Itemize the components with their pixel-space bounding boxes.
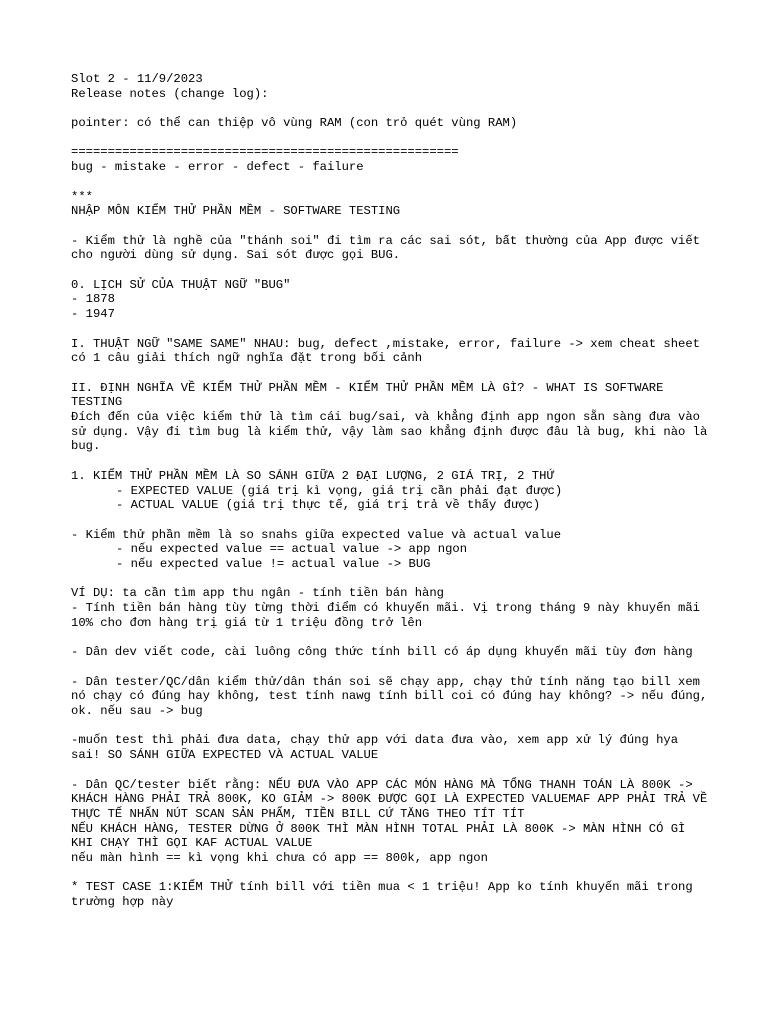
pointer-line: pointer: có thể can thiệp vô vùng RAM (con trỏ quét vùng RAM) [71,116,518,131]
test-case-1-paragraph: * TEST CASE 1:KIỂM THỬ tính bill với tiền mua < 1 triệu! App ko tính khuyến mãi trong trường hợp này [71,880,700,910]
section-2-heading: II. ĐỊNH NGHĨA VỀ KIỂM THỬ PHẦN MỀM - KIỂM THỬ PHẦN MỀM LÀ GÌ? - WHAT IS SOFTWARE TESTING [71,380,671,410]
intro-paragraph: - Kiểm thử là nghề của "thánh soi" đi tìm ra các sai sót, bất thường của App được viết cho người dùng sử dụng. Sai sót được gọi BUG. [71,233,708,263]
section-2-body: Đích đến của việc kiểm thử là tìm cái bug/sai, và khẳng định app ngon sẵn sàng đưa vào sử dụng. Vậy đi tìm bug là kiểm thử, vậy làm sao khẳng định được đâu là bug, khi nào là bug. [71,410,715,454]
qc-paragraph-line: THỰC TẾ NHẤN NÚT SCAN SẢN PHẨM, TIỀN BILL CỨ TĂNG THEO TÍT TÍT [71,806,525,821]
dev-paragraph: - Dân dev viết code, cài luông công thức tính bill có áp dụng khuyến mãi tùy đơn hàng [71,645,693,660]
history-item: - 1947 [71,307,115,322]
example-body: - Tính tiền bán hàng tùy từng thời điểm có khuyến mãi. Vị trong tháng 9 này khuyến mãi 10% cho đơn hàng trị giá từ 1 triệu đồng trở lên [71,601,708,630]
qc-paragraph-line: nếu màn hình == kì vọng khi chưa có app == 800k, app ngon [71,851,488,866]
stars-line: *** [71,189,93,204]
section-1-paragraph: I. THUẬT NGỮ "SAME SAME" NHAU: bug, defect ,mistake, error, failure -> xem cheat sheet có 1 câu giải thích ngữ nghĩa đặt trong bối cảnh [71,336,708,366]
history-heading: 0. LỊCH SỬ CỦA THUẬT NGỮ "BUG" [71,277,291,292]
tester-paragraph: - Dân tester/QC/dân kiểm thử/dân thán soi sẽ chạy app, chạy thử tính năng tạo bill xem nó chạy có đúng hay không, test tính nawg tính bill coi có đúng hay không? -> nếu đúng, ok. nếu sau -> bug [71,674,715,719]
slot-line: Slot 2 - 11/9/2023 [71,72,203,86]
qc-paragraph-line: - Dân QC/tester biết rằng: NẾU ĐƯA VÀO APP CÁC MÓN HÀNG MÀ TỔNG THANH TOÁN LÀ 800K -> KHÁCH HÀNG PHẢI TRẢ 800K, KO GIẢM -> 800K ĐƯỢC GỌI LÀ EXPECTED VALUEMAF APP PHẢI TRẢ VỀ [71,777,708,807]
divider-line: ===================================================== [71,145,459,160]
release-notes-line: Release notes (change log): [71,86,269,101]
qc-paragraph-line: NẾU KHÁCH HÀNG, TESTER DỪNG Ở 800K THÌ MÀN HÌNH TOTAL PHẢI LÀ 800K -> MÀN HÌNH CÓ GÌ KHI CHẠY THÌ GỌI KAF ACTUAL VALUE [71,821,693,851]
compare-rule-pass: - nếu expected value == actual value -> app ngon [116,542,468,557]
expected-value-item: - EXPECTED VALUE (giá trị kì vọng, giá trị cần phải đạt được) [116,483,563,498]
data-test-paragraph: -muốn test thì phải đưa data, chạy thử app với data đưa vào, xem app xử lý đúng hya sai! SO SÁNH GIỮA EXPECTED VÀ ACTUAL VALUE [71,733,686,763]
example-lead: VÍ DỤ: ta cần tìm app thu ngân - tính tiền bán hàng [71,586,444,601]
compare-rule-bug: - nếu expected value != actual value -> BUG [116,557,431,572]
actual-value-item: - ACTUAL VALUE (giá trị thực tế, giá trị trả về thấy được) [116,498,541,513]
document-title: NHẬP MÔN KIỂM THỬ PHẦN MỀM - SOFTWARE TESTING [71,204,401,219]
compare-heading: 1. KIỂM THỬ PHẦN MỀM LÀ SO SÁNH GIỮA 2 ĐẠI LƯỢNG, 2 GIÁ TRỊ, 2 THỨ [71,468,554,483]
history-item: - 1878 [71,292,115,307]
terms-line: bug - mistake - error - defect - failure [71,160,364,175]
compare-lead: - Kiểm thử phần mềm là so snahs giữa expected value và actual value [71,527,562,542]
